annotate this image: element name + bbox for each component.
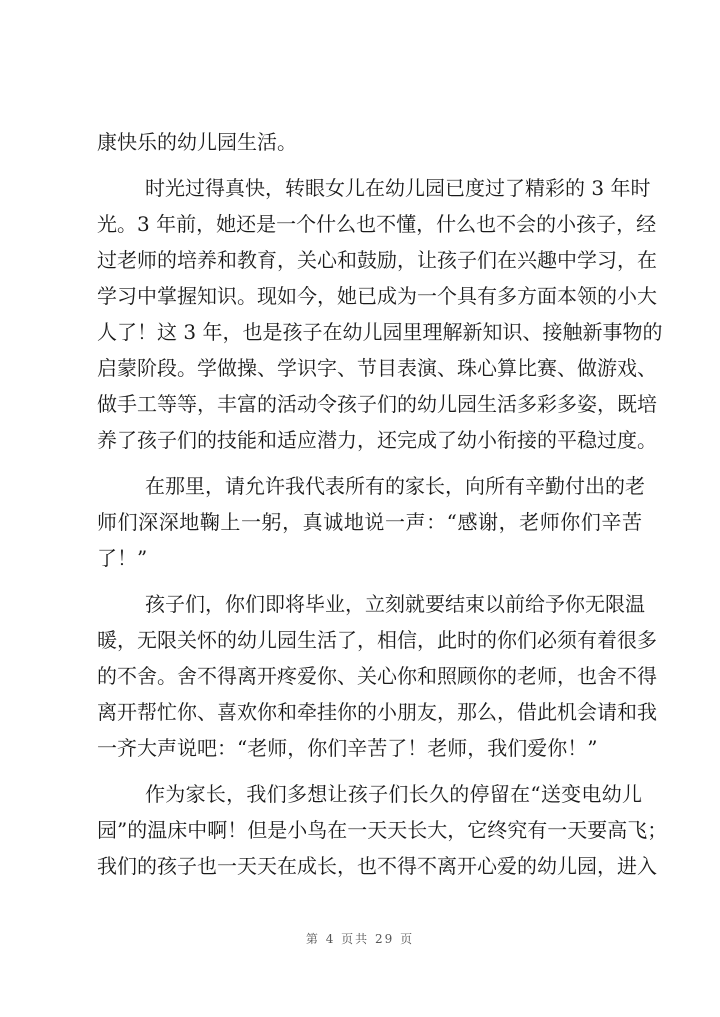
paragraph-line: 了！” (97, 546, 148, 570)
page-number-footer: 第 4 页共 29 页 (305, 932, 415, 946)
paragraph-line: 人了！这 3 年，也是孩子在幼儿园里理解新知识、接触新事物的 (97, 320, 663, 344)
paragraph-line: 康快乐的幼儿园生活。 (97, 130, 297, 154)
paragraph-line: 在那里，请允许我代表所有的家长，向所有辛勤付出的老 (145, 474, 645, 498)
paragraph-line: 光。3 年前，她还是一个什么也不懂，什么也不会的小孩子，经 (97, 212, 657, 236)
paragraph-line: 我们的孩子也一天天在成长，也不得不离开心爱的幼儿园，进入 (97, 854, 657, 878)
paragraph-line: 园”的温床中啊！但是小鸟在一天天长大，它终究有一天要高飞； (97, 818, 668, 842)
paragraph-line: 时光过得真快，转眼女儿在幼儿园已度过了精彩的 3 年时 (145, 176, 651, 200)
paragraph-line: 做手工等等，丰富的活动令孩子们的幼儿园生活多彩多姿，既培 (97, 392, 657, 416)
paragraph-line: 启蒙阶段。学做操、学识字、节目表演、珠心算比赛、做游戏、 (97, 356, 657, 380)
paragraph-line: 过老师的培养和教育，关心和鼓励，让孩子们在兴趣中学习，在 (97, 248, 657, 272)
paragraph-line: 学习中掌握知识。现如今，她已成为一个具有多方面本领的小大 (97, 284, 657, 308)
paragraph-line: 养了孩子们的技能和适应潜力，还完成了幼小衔接的平稳过度。 (97, 428, 657, 452)
paragraph-line: 暖，无限关怀的幼儿园生活了，相信，此时的你们必须有着很多 (97, 628, 657, 652)
paragraph-line: 师们深深地鞠上一躬，真诚地说一声：“感谢，老师你们辛苦 (97, 510, 642, 534)
paragraph-line: 的不舍。舍不得离开疼爱你、关心你和照顾你的老师，也舍不得 (97, 664, 657, 688)
paragraph-line: 作为家长，我们多想让孩子们长久的停留在“送变电幼儿 (145, 782, 642, 806)
paragraph-line: 孩子们，你们即将毕业，立刻就要结束以前给予你无限温 (145, 592, 645, 616)
paragraph-line: 一齐大声说吧：“老师，你们辛苦了！老师，我们爱你！” (97, 736, 598, 760)
paragraph-line: 离开帮忙你、喜欢你和牵挂你的小朋友，那么，借此机会请和我 (97, 700, 657, 724)
